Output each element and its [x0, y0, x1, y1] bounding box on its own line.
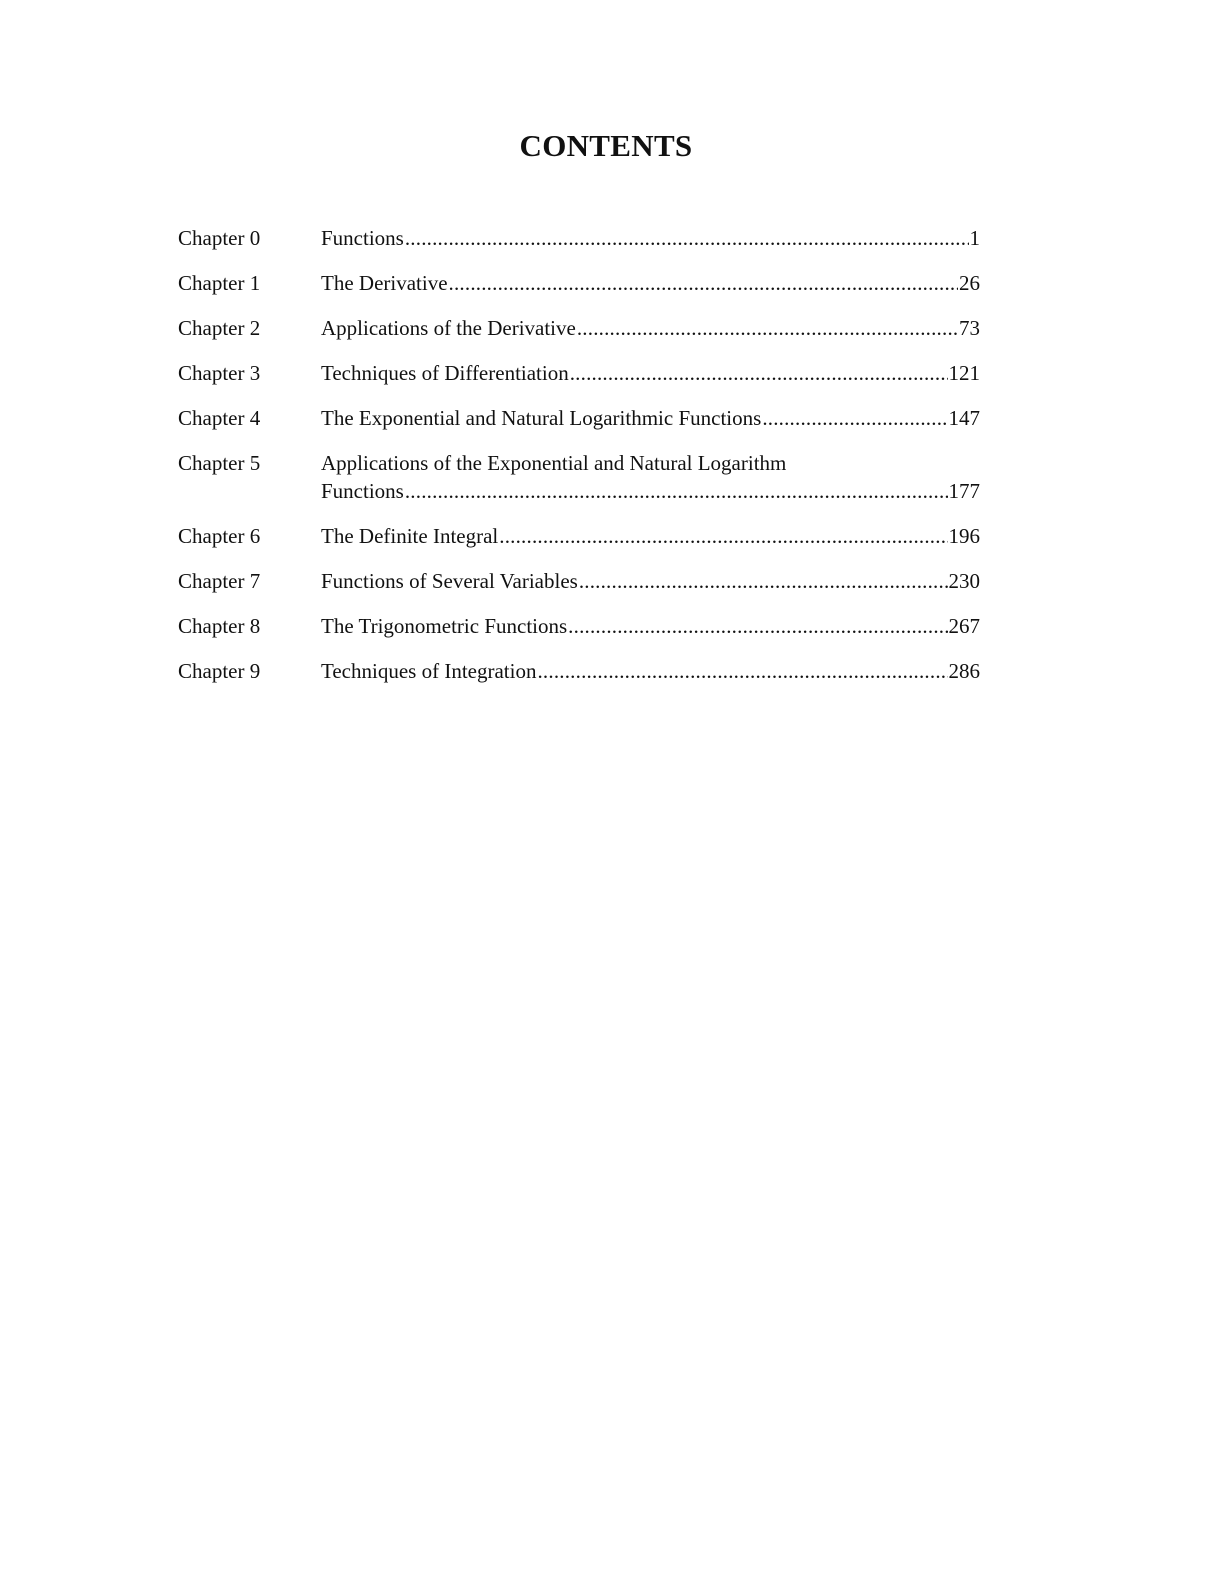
toc-entry-body — [321, 224, 980, 252]
toc-entry-chapter-1 — [178, 269, 980, 297]
dot-leader — [499, 522, 947, 550]
toc-entry-chapter-6 — [178, 522, 980, 550]
toc-entry-chapter-7 — [178, 567, 980, 595]
toc-page-number: 121 — [948, 361, 980, 385]
toc-chapter-title: Techniques of Integration — [321, 659, 537, 683]
toc-chapter-title: Functions — [321, 479, 404, 503]
toc-page-number: 177 — [948, 479, 980, 503]
toc-chapter-title: The Derivative — [321, 271, 448, 295]
page-title: CONTENTS — [519, 128, 693, 163]
toc-entry-body — [321, 269, 980, 297]
toc-chapter-label: Chapter 4 — [178, 406, 261, 430]
toc-chapter-label: Chapter 0 — [178, 226, 261, 250]
toc-entry-chapter-0 — [178, 224, 980, 252]
toc-entry-chapter-3 — [178, 359, 980, 387]
toc-chapter-label: Chapter 7 — [178, 569, 261, 593]
dot-leader — [570, 359, 948, 387]
dot-leader — [577, 314, 958, 342]
toc-entry-chapter-8 — [178, 612, 980, 640]
toc-page-number: 73 — [959, 316, 980, 340]
dot-leader — [405, 224, 969, 252]
toc-page-number: 196 — [948, 524, 980, 548]
toc-chapter-label: Chapter 1 — [178, 271, 261, 295]
toc-chapter-title: Functions of Several Variables — [321, 569, 578, 593]
toc-entry-body — [321, 612, 980, 640]
toc-line — [321, 522, 980, 550]
toc-line — [321, 404, 980, 432]
toc-chapter-label: Chapter 2 — [178, 316, 261, 340]
toc-entry-body — [321, 522, 980, 550]
toc-entry-chapter-4 — [178, 404, 980, 432]
toc-entry-body — [321, 449, 980, 505]
toc-page-number: 286 — [948, 659, 980, 683]
toc-line — [321, 269, 980, 297]
toc-chapter-label: Chapter 9 — [178, 659, 261, 683]
toc-entry-body — [321, 359, 980, 387]
toc-entry-body — [321, 404, 980, 432]
toc-chapter-title: Techniques of Differentiation — [321, 361, 569, 385]
toc-chapter-label: Chapter 8 — [178, 614, 261, 638]
toc-chapter-label: Chapter 5 — [178, 451, 261, 475]
toc-line — [321, 314, 980, 342]
toc-page-number: 1 — [969, 226, 980, 250]
toc-entry-chapter-2 — [178, 314, 980, 342]
toc-chapter-title: The Definite Integral — [321, 524, 499, 548]
dot-leader — [568, 612, 947, 640]
dot-leader — [405, 477, 948, 505]
toc-chapter-title: Applications of the Derivative — [321, 316, 576, 340]
toc-line — [321, 224, 980, 252]
toc-page-number: 230 — [948, 569, 980, 593]
dot-leader — [537, 657, 947, 685]
toc-chapter-label: Chapter 3 — [178, 361, 261, 385]
toc-line — [321, 359, 980, 387]
toc-entry-chapter-5 — [178, 449, 980, 505]
toc-line — [321, 567, 980, 595]
toc-entry-chapter-9 — [178, 657, 980, 685]
toc-line — [321, 612, 980, 640]
toc-chapter-title-line1: Applications of the Exponential and Natural Logarithm — [321, 451, 787, 475]
toc-chapter-title: The Exponential and Natural Logarithmic Functions — [321, 406, 762, 430]
dot-leader — [579, 567, 948, 595]
toc-line — [321, 477, 980, 505]
toc-chapter-label: Chapter 6 — [178, 524, 261, 548]
dot-leader — [762, 404, 947, 432]
toc-chapter-title: The Trigonometric Functions — [321, 614, 568, 638]
toc-entry-body — [321, 657, 980, 685]
toc-entry-body — [321, 567, 980, 595]
toc-entry-body — [321, 314, 980, 342]
dot-leader — [449, 269, 958, 297]
toc-chapter-title: Functions — [321, 226, 404, 250]
toc-page-number: 147 — [948, 406, 980, 430]
toc-line — [321, 657, 980, 685]
toc-page-number: 26 — [959, 271, 980, 295]
table-of-contents — [178, 224, 980, 702]
toc-page-number: 267 — [948, 614, 980, 638]
